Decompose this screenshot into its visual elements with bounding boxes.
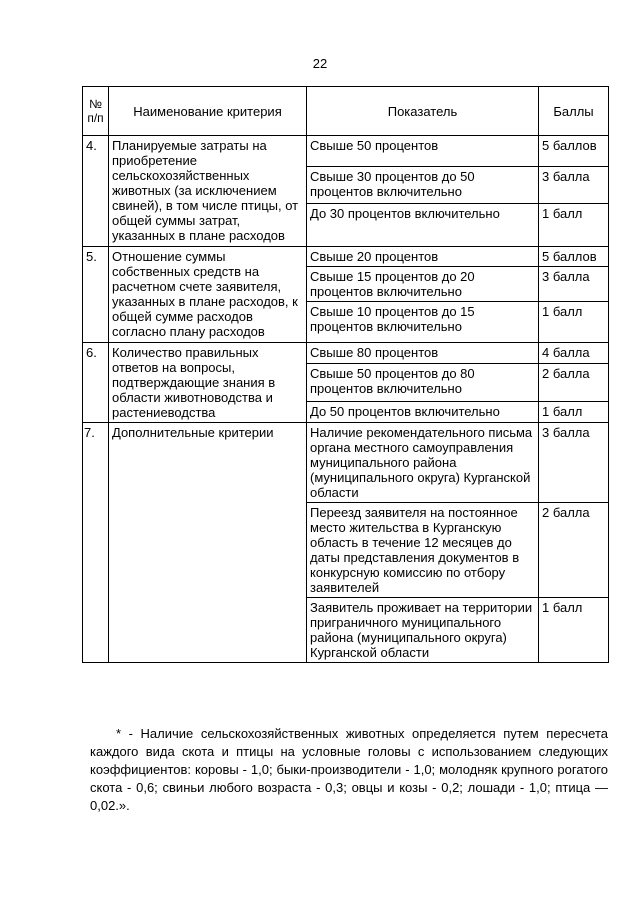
criterion-name: Отношение суммы собственных средств на расчетном счете заявителя, указанных в плане расходов, к общей сумме расходов согласно плану расходов — [109, 247, 307, 343]
indicator-cell: Свыше 15 процентов до 20 процентов включительно — [307, 267, 539, 302]
row-num: 6. — [83, 343, 109, 423]
footnote: * - Наличие сельскохозяйственных животных определяется путем пересчета каждого вида скота и птицы на условные головы с использованием следующих коэффициентов: коровы - 1,0; быки-производители - 1,0; молодняк крупного рогатого скота - 0,6; свиньи любого возраста - 0,3; овцы и козы - 0,2; лошади - 1,0; птица — 0,02.». — [90, 726, 608, 813]
points-cell: 5 баллов — [539, 247, 609, 267]
header-indicator: Показатель — [307, 87, 539, 136]
indicator-cell: Свыше 10 процентов до 15 процентов включительно — [307, 302, 539, 343]
indicator-cell: Свыше 50 процентов до 80 процентов включительно — [307, 364, 539, 401]
table-row — [83, 136, 609, 167]
points-cell: 4 балла — [539, 343, 609, 364]
indicator-cell: Переезд заявителя на постоянное место жительства в Курганскую область в течение 12 месяцев до даты представления документов в конкурсную комиссию по отбору заявителей — [307, 503, 539, 598]
row-num: 5. — [83, 247, 109, 343]
points-cell: 2 балла — [539, 364, 609, 401]
header-points: Баллы — [539, 87, 609, 136]
points-cell: 1 балл — [539, 401, 609, 422]
header-name: Наименование критерия — [109, 87, 307, 136]
table-row — [83, 247, 609, 267]
indicator-cell: Наличие рекомендательного письма органа местного самоуправления муниципального района (муниципального округа) Курганской области — [307, 423, 539, 503]
points-cell: 3 балла — [539, 423, 609, 503]
criterion-name: Дополнительные критерии — [109, 423, 307, 663]
points-cell: 5 баллов — [539, 136, 609, 167]
criterion-name: Количество правильных ответов на вопросы, подтверждающие знания в области животноводства и растениеводства — [109, 343, 307, 423]
indicator-cell: Свыше 80 процентов — [307, 343, 539, 364]
points-cell: 1 балл — [539, 204, 609, 247]
criteria-table — [82, 86, 609, 663]
indicator-cell: До 50 процентов включительно — [307, 401, 539, 422]
indicator-cell: Свыше 30 процентов до 50 процентов включительно — [307, 167, 539, 204]
indicator-cell: До 30 процентов включительно — [307, 204, 539, 247]
points-cell: 3 балла — [539, 267, 609, 302]
table-row — [83, 423, 609, 503]
indicator-cell: Заявитель проживает на территории приграничного муниципального района (муниципального округа) Курганской области — [307, 598, 539, 663]
points-cell: 3 балла — [539, 167, 609, 204]
points-cell: 1 балл — [539, 598, 609, 663]
row-num: 7. — [83, 423, 109, 663]
table-row — [83, 343, 609, 364]
table-header-row — [83, 87, 609, 136]
page-number: 22 — [312, 56, 328, 71]
indicator-cell: Свыше 50 процентов — [307, 136, 539, 167]
points-cell: 1 балл — [539, 302, 609, 343]
indicator-cell: Свыше 20 процентов — [307, 247, 539, 267]
criterion-name: Планируемые затраты на приобретение сельскохозяйственных животных (за исключением свиней), в том числе птицы, от общей суммы затрат, указанных в плане расходов — [109, 136, 307, 247]
row-num: 4. — [83, 136, 109, 247]
header-num: № п/п — [83, 87, 109, 136]
points-cell: 2 балла — [539, 503, 609, 598]
